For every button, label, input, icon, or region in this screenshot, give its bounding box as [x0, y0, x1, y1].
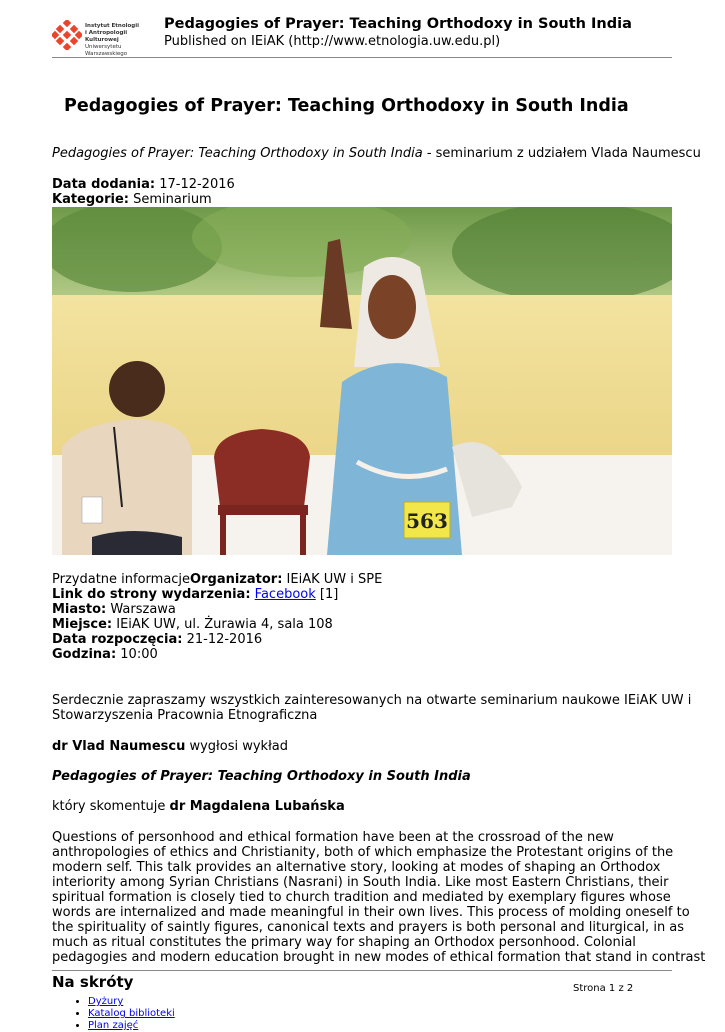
info-time: [52, 647, 158, 662]
date-value: 17-12-2016: [155, 177, 235, 192]
page-counter: Strona 1 z 2: [573, 983, 634, 994]
city-label: Miasto:: [52, 602, 107, 617]
commentator-name: dr Magdalena Lubańska: [169, 799, 345, 814]
logo-icon: [52, 20, 82, 50]
place-value: IEiAK UW, ul. Żurawia 4, sala 108: [112, 617, 333, 632]
shortcut-item: [88, 1008, 175, 1020]
abstract-line: anthropologies of ethics and Christianity, both of which emphasize the Protestant origins of the: [52, 845, 674, 860]
category: [52, 192, 212, 207]
event-photo: [52, 207, 672, 555]
event-photo-illustration: [52, 207, 672, 555]
shortcut-item: [88, 1020, 175, 1032]
info-prefix: Przydatne informacje: [52, 572, 191, 587]
abstract-line: modern self. This talk provides an alternative story, looking at modes of shaping an Orthodox: [52, 860, 661, 875]
header-published: Published on IEiAK (http://www.etnologia.uw.edu.pl): [164, 34, 501, 49]
link-ref: [1]: [315, 587, 339, 602]
invite-line-2: Stowarzyszenia Pracownia Etnograficzna: [52, 708, 318, 723]
category-value: Seminarium: [129, 192, 212, 207]
shortcuts-heading: Na skróty: [52, 973, 134, 991]
info-start-date: [52, 632, 262, 647]
date-added: [52, 177, 235, 192]
category-label: Kategorie:: [52, 192, 129, 207]
start-label: Data rozpoczęcia:: [52, 632, 183, 647]
commentator-prefix: który skomentuje: [52, 799, 170, 814]
shortcut-item: [88, 996, 175, 1008]
link-label: Link do strony wydarzenia:: [52, 587, 251, 602]
lead-italic: Pedagogies of Prayer: Teaching Orthodoxy in South India: [52, 146, 423, 161]
abstract-line: spiritual formation is closely tied to church tradition and mediated by exemplary figures whose: [52, 890, 671, 905]
lecture-title: Pedagogies of Prayer: Teaching Orthodoxy in South India: [52, 769, 471, 784]
place-label: Miejsce:: [52, 617, 113, 632]
institute-logo[interactable]: [52, 18, 152, 57]
abstract-line: much as ritual constitutes the primary way for shaping an Orthodox personhood. Colonial: [52, 935, 636, 950]
invite-line-1: Serdecznie zapraszamy wszystkich zainteresowanych na otwarte seminarium naukowe IEiAK UW i: [52, 693, 692, 708]
city-value: Warszawa: [106, 602, 176, 617]
lead-line: [52, 146, 701, 161]
abstract-line: Questions of personhood and ethical formation have been at the crossroad of the new: [52, 830, 614, 845]
abstract-line: words are internalized and made meaningful in their own lives. This process of molding oneself to: [52, 905, 690, 920]
organizer-value: IEiAK UW i SPE: [282, 572, 383, 587]
shortcut-link-plan[interactable]: Plan zajęć: [88, 1020, 139, 1031]
logo-line-3: Uniwersytetu Warszawskiego: [85, 44, 128, 57]
commentator-line: [52, 799, 345, 814]
header-title: Pedagogies of Prayer: Teaching Orthodoxy in South India: [164, 16, 632, 32]
footer-divider: [52, 970, 672, 971]
participant-number: 563: [406, 509, 448, 533]
shortcut-link-katalog[interactable]: Katalog biblioteki: [88, 1008, 175, 1019]
facebook-link[interactable]: Facebook: [254, 587, 316, 602]
organizer-label: Organizator:: [190, 572, 283, 587]
shortcut-link-dyzury[interactable]: Dyżury: [88, 996, 124, 1007]
abstract-line: the spirituality of saintly figures, canonical texts and prayers is both personal and liturgical, in as: [52, 920, 685, 935]
page-title: Pedagogies of Prayer: Teaching Orthodoxy in South India: [64, 96, 629, 116]
logo-line-2: i Antropologii Kulturowej: [85, 30, 128, 43]
lead-rest: - seminarium z udziałem Vlada Naumescu: [422, 146, 701, 161]
speaker-name: dr Vlad Naumescu: [52, 739, 186, 754]
abstract-line: pedagogies and modern education brought in new modes of ethical formation that stand in contrast: [52, 950, 706, 965]
time-label: Godzina:: [52, 647, 117, 662]
abstract-line: interiority among Syrian Christians (Nasrani) in South India. Like most Eastern Christians, their: [52, 875, 669, 890]
info-link: [52, 587, 338, 602]
date-label: Data dodania:: [52, 177, 156, 192]
info-city: [52, 602, 176, 617]
info-organizer: [52, 572, 382, 587]
shortcuts-list: [76, 996, 175, 1032]
logo-line-1: Instytut Etnologii: [85, 23, 139, 29]
speaker-rest: wygłosi wykład: [185, 739, 288, 754]
logo-text: [85, 23, 155, 58]
info-place: [52, 617, 333, 632]
start-value: 21-12-2016: [182, 632, 263, 647]
header-divider: [52, 57, 672, 58]
page-header: [52, 14, 672, 58]
time-value: 10:00: [116, 647, 158, 662]
speaker-line: [52, 739, 288, 754]
